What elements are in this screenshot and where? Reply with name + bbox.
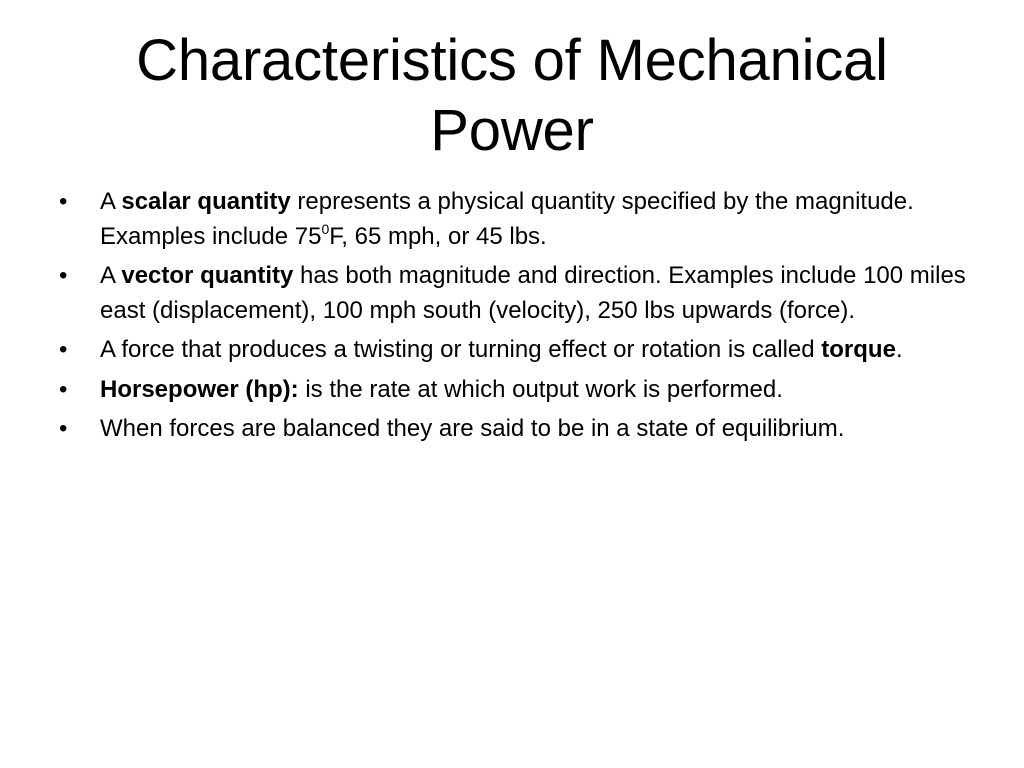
bullet-item-equilibrium — [56, 412, 966, 447]
bullet-list — [56, 185, 966, 452]
superscript-degree: 0 — [321, 220, 330, 237]
bullet-text: A scalar quantity represents a physical quantity specified by the magnitude. Examples include $75^0F$, 65 mph, or 45 lbs. — [100, 188, 914, 250]
bullet-text: A vector quantity has both magnitude and direction. Examples include 100 miles east (displacement), 100 mph south (velocity), 250 lbs upwards (force). — [100, 262, 966, 324]
bullet-item-horsepower — [56, 373, 966, 408]
bullet-item-vector-quantity — [56, 259, 966, 328]
bullet-text: A force that produces a twisting or turning effect or rotation is called torque. — [100, 336, 903, 363]
term-torque: torque — [821, 336, 896, 363]
bullet-dot-icon: • — [59, 375, 68, 403]
bullet-dot-icon: • — [59, 188, 68, 215]
bullet-text: When forces are balanced they are said to be in a state of equilibrium. — [100, 415, 845, 442]
bullet-text: Horsepower (hp): is the rate at which output work is performed. — [100, 375, 783, 403]
bullet-dot-icon: • — [59, 262, 68, 289]
slide-title: Characteristics of Mechanical Power — [136, 28, 888, 163]
term-horsepower: Horsepower (hp): — [100, 375, 299, 403]
bullet-dot-icon: • — [59, 415, 68, 442]
term-scalar-quantity: scalar quantity — [121, 188, 291, 215]
bullet-dot-icon: • — [59, 336, 68, 363]
term-vector-quantity: vector quantity — [121, 262, 294, 289]
bullet-item-scalar-quantity — [56, 185, 966, 254]
bullet-item-torque — [56, 333, 966, 368]
